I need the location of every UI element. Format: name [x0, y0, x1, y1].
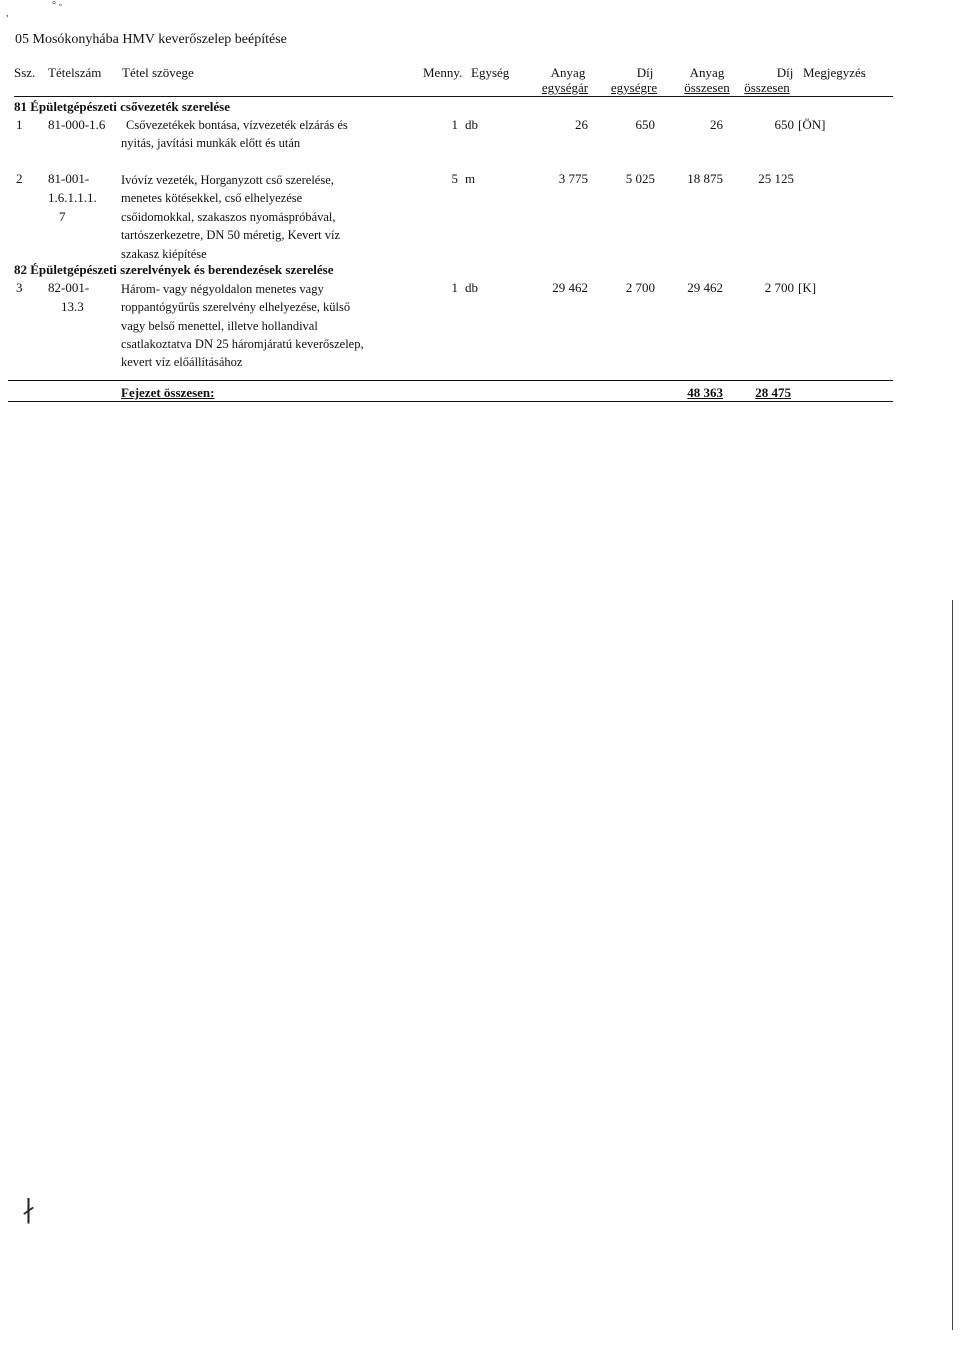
item-qty: 5 — [451, 171, 458, 186]
header-rule — [14, 96, 893, 97]
section-title: 81 Épületgépészeti csővezeték szerelése — [14, 99, 230, 114]
total-label: Fejezet összesen: — [121, 385, 215, 400]
item-text-line: menetes kötésekkel, cső elhelyezése — [121, 191, 303, 205]
header-dij-osszesen-1: Díj — [776, 65, 794, 80]
item-unit: db — [465, 117, 478, 132]
header-menny: Menny. — [423, 65, 463, 80]
header-tetelszam: Tételszám — [48, 65, 102, 80]
item-megjegyzes: [ÖN] — [798, 117, 826, 132]
total-top-rule — [8, 380, 893, 381]
item-ssz: 2 — [16, 171, 23, 186]
scan-mark-left: , — [6, 8, 9, 19]
scan-mark-bottom: ∤ — [22, 1195, 35, 1224]
header-megjegyzes: Megjegyzés — [803, 65, 866, 80]
item-text-line: csőidomokkal, szakaszos nyomáspróbával, — [121, 210, 336, 224]
scan-edge-right — [952, 600, 953, 1330]
item-megjegyzes: [K] — [798, 280, 817, 295]
item-code: 81-001- — [48, 171, 90, 186]
header-dij-egysegre-1: Díj — [636, 65, 654, 80]
header-egyseg: Egység — [471, 65, 510, 80]
item-dij-egysegre: 650 — [635, 117, 655, 132]
header-anyag-egysegar-1: Anyag — [550, 65, 586, 80]
header-dij-egysegre-2: egységre — [610, 80, 658, 95]
item-text-line: kevert víz előállításához — [121, 355, 243, 369]
item-code: 81-000-1.6 — [48, 117, 106, 132]
item-text-line: Három- vagy négyoldalon menetes vagy — [121, 282, 324, 296]
item-dij-egysegre: 5 025 — [625, 171, 655, 186]
item-dij-egysegre: 2 700 — [625, 280, 655, 295]
item-unit: m — [465, 171, 476, 186]
item-code: 82-001- — [48, 280, 90, 295]
item-dij-osszesen: 2 700 — [764, 280, 794, 295]
item-qty: 1 — [451, 280, 458, 295]
item-dij-osszesen: 650 — [774, 117, 794, 132]
scan-mark-top: ° ◦ — [52, 0, 63, 11]
item-qty: 1 — [451, 117, 458, 132]
header-tetel-szovege: Tétel szövege — [122, 65, 194, 80]
item-text-line: roppantógyűrűs szerelvény elhelyezése, külső — [121, 300, 351, 314]
item-code: 7 — [59, 209, 66, 224]
item-text-line: nyitás, javítási munkák előtt és után — [121, 136, 301, 150]
item-anyag-egysegar: 3 775 — [558, 171, 588, 186]
item-text-line: Ivóvíz vezeték, Horganyzott cső szerelése, — [121, 173, 334, 187]
header-anyag-osszesen-2: összesen — [684, 80, 730, 95]
total-dij-osszesen: 28 475 — [755, 385, 791, 400]
section-title: 82 Épületgépészeti szerelvények és berendezések szerelése — [14, 262, 334, 277]
total-bottom-rule — [8, 401, 893, 402]
header-dij-osszesen-2: összesen — [744, 80, 790, 95]
item-code: 1.6.1.1.1. — [48, 190, 97, 205]
item-ssz: 1 — [16, 117, 23, 132]
item-text-line: szakasz kiépítése — [121, 247, 207, 261]
item-dij-osszesen: 25 125 — [758, 171, 794, 186]
item-code: 13.3 — [61, 299, 84, 314]
item-text-line: vagy belső menettel, illetve hollandival — [121, 319, 318, 333]
header-ssz: Ssz. — [14, 65, 36, 80]
header-anyag-osszesen-1: Anyag — [689, 65, 725, 80]
item-anyag-osszesen: 18 875 — [687, 171, 723, 186]
item-text-line: tartószerkezetre, DN 50 méretig, Kevert víz — [121, 228, 340, 242]
header-anyag-egysegar-2: egységár — [541, 80, 589, 95]
item-anyag-egysegar: 29 462 — [552, 280, 588, 295]
total-anyag-osszesen: 48 363 — [687, 385, 723, 400]
item-anyag-osszesen: 26 — [710, 117, 723, 132]
document-title: 05 Mosókonyhába HMV keverőszelep beépítése — [15, 32, 287, 47]
item-unit: db — [465, 280, 478, 295]
item-anyag-osszesen: 29 462 — [687, 280, 723, 295]
item-text-line: csatlakoztatva DN 25 háromjáratú keverőszelep, — [121, 337, 364, 351]
item-text-line: Csővezetékek bontása, vízvezeték elzárás és — [126, 118, 348, 132]
item-anyag-egysegar: 26 — [575, 117, 588, 132]
item-ssz: 3 — [16, 280, 23, 295]
